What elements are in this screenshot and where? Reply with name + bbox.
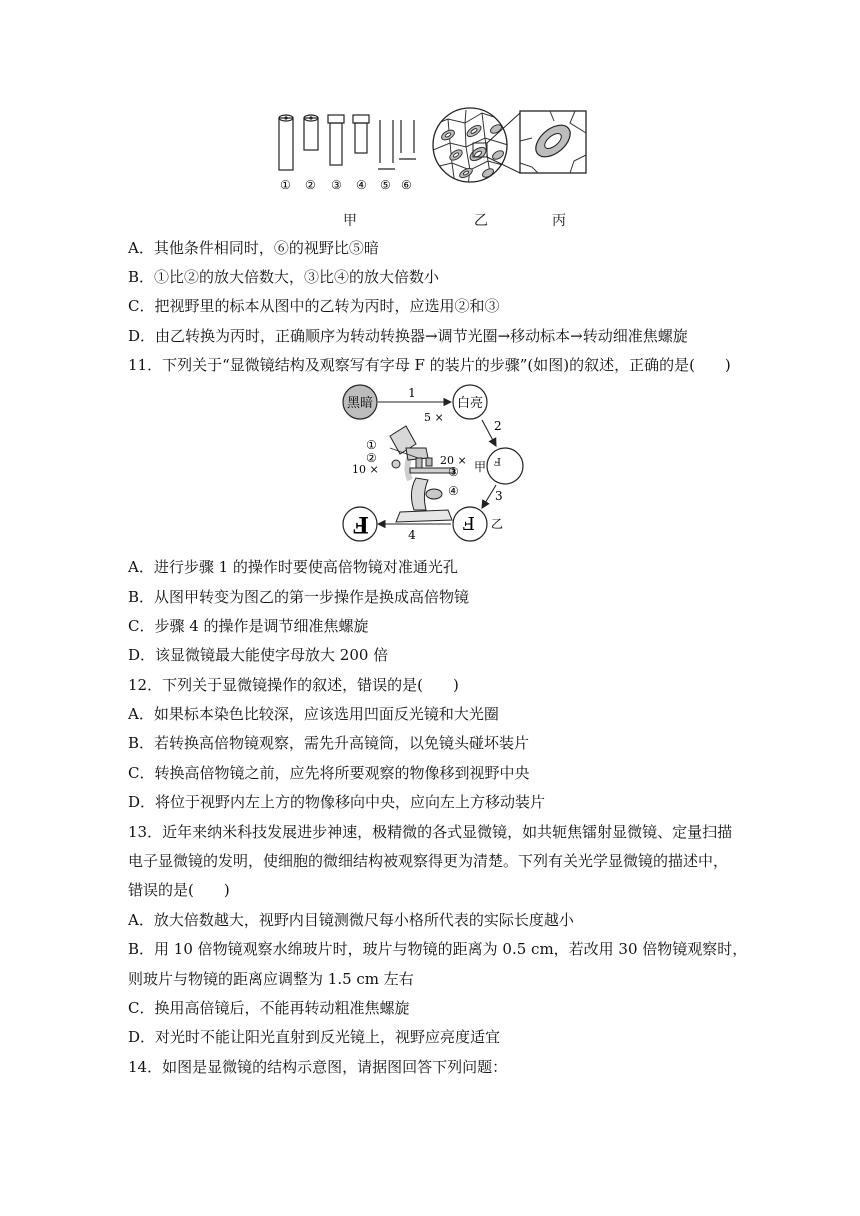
- lens-label-4: ④: [356, 178, 367, 192]
- lens-label-6: ⑥: [401, 178, 412, 192]
- q10-option-c: C．把视野里的标本从图中的乙转为丙时，应选用②和③: [128, 297, 500, 315]
- q11-option-b: B．从图甲转变为图乙的第一步操作是换成高倍物镜: [128, 588, 470, 606]
- lens-and-field-figure: [270, 105, 600, 230]
- q12-option-c: C．转换高倍物镜之前，应先将所要观察的物像移到视野中央: [128, 764, 530, 782]
- q14-stem: 14．如图是显微镜的结构示意图，请据图回答下列问题：: [128, 1058, 508, 1076]
- microscope-steps-figure: [330, 382, 530, 552]
- step-4-label: 4: [408, 528, 416, 542]
- q11-stem: 11．下列关于“显微镜结构及观察写有字母 F 的装片的步骤”(如图)的叙述，正确的是( ): [128, 356, 731, 374]
- part-label-1: ①: [366, 438, 377, 452]
- eyepiece-1: [279, 115, 293, 170]
- microscope-drawing: [390, 426, 454, 522]
- q11-option-a: A．进行步骤 1 的操作时要使高倍物镜对准通光孔: [128, 558, 458, 576]
- letter-in-field-final: F: [353, 511, 369, 537]
- dark-label: 黑暗: [346, 396, 374, 411]
- q11-option-d: D．该显微镜最大能使字母放大 200 倍: [128, 646, 389, 664]
- q13-stem-line-2: 电子显微镜的发明，使细胞的微细结构被观察得更为清楚。下列有关光学显微镜的描述中，: [128, 852, 729, 870]
- part-label-4: ④: [448, 484, 459, 498]
- q12-option-a: A．如果标本染色比较深，应该选用凹面反光镜和大光圈: [128, 705, 499, 723]
- eyepiece-2: [304, 115, 318, 150]
- bright-label: 白亮: [456, 396, 484, 411]
- field-jia-label: 甲: [474, 460, 487, 474]
- lens-label-2: ②: [305, 178, 316, 192]
- q12-stem: 12．下列关于显微镜操作的叙述，错误的是( ): [128, 676, 459, 694]
- q11-option-c: C．步骤 4 的操作是调节细准焦螺旋: [128, 617, 369, 635]
- objective-4: [353, 115, 369, 153]
- objective-3: [328, 115, 344, 165]
- letter-in-field-jia: F: [494, 455, 501, 466]
- q12-option-d: D．将位于视野内左上方的物像移向中央，应向左上方移动装片: [128, 793, 546, 811]
- mag-10x-label: 10 ×: [352, 463, 379, 476]
- q13-option-b-line-1: B．用 10 倍物镜观察水绵玻片时，玻片与物镜的距离为 0.5 cm，若改用 30 倍物镜观察时，: [128, 940, 748, 958]
- q13-option-d: D．对光时不能让阳光直射到反光镜上，视野应亮度适宜: [128, 1028, 501, 1046]
- high-power-field: [520, 111, 586, 173]
- part-label-3: ③: [448, 465, 459, 479]
- q10-option-b: B．①比②的放大倍数大，③比④的放大倍数小: [128, 268, 440, 286]
- part-label-2: ②: [366, 451, 377, 465]
- step-3-arrow: [482, 485, 496, 508]
- mag-5x-label: 5 ×: [424, 411, 444, 424]
- letter-in-field-yi: F: [462, 512, 475, 533]
- field-jia-circle: [487, 448, 523, 484]
- step-3-label: 3: [495, 489, 503, 503]
- q12-option-b: B．若转换高倍物镜观察，需先升高镜筒，以免镜头碰坏装片: [128, 734, 530, 752]
- caption-bing: 丙: [552, 213, 566, 229]
- caption-yi: 乙: [474, 213, 488, 229]
- q13-option-c: C．换用高倍镜后，不能再转动粗准焦螺旋: [128, 999, 410, 1017]
- step-1-label: 1: [408, 386, 416, 400]
- q10-option-a: A．其他条件相同时，⑥的视野比⑤暗: [128, 239, 379, 257]
- q13-stem-line-3: 错误的是( ): [128, 881, 230, 899]
- field-yi-label: 乙: [491, 517, 504, 531]
- distance-mark-5: [378, 120, 395, 169]
- step-2-label: 2: [494, 419, 502, 433]
- q13-option-b-line-2: 则玻片与物镜的距离应调整为 1.5 cm 左右: [128, 970, 414, 988]
- caption-jia: 甲: [343, 213, 357, 229]
- q13-option-a: A．放大倍数越大，视野内目镜测微尺每小格所代表的实际长度越小: [128, 911, 574, 929]
- q10-option-d: D．由乙转换为丙时，正确顺序为转动转换器→调节光圈→移动标本→转动细准焦螺旋: [128, 327, 688, 345]
- lens-label-3: ③: [331, 178, 342, 192]
- lens-label-5: ⑤: [380, 178, 391, 192]
- low-power-field: [433, 108, 510, 185]
- q13-stem-line-1: 13．近年来纳米科技发展进步神速，极精微的各式显微镜，如共轭焦镭射显微镜、定量扫描: [128, 823, 733, 841]
- mag-20x-label: 20 ×: [440, 454, 467, 467]
- distance-mark-6: [399, 120, 416, 159]
- lens-label-1: ①: [280, 178, 291, 192]
